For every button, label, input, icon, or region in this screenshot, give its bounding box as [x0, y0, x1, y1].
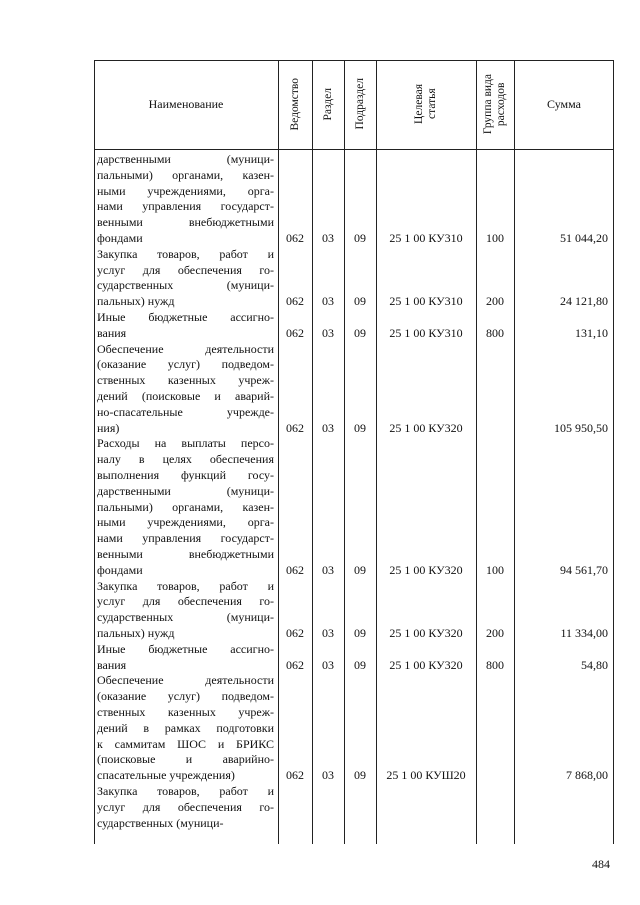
table-row: [0, 247, 640, 310]
cell-article: 25 1 00 КУ310: [389, 294, 463, 309]
cell-sum: 131,10: [575, 325, 608, 340]
row-name: [97, 152, 274, 247]
row-name-line: дарственными (муници-: [97, 483, 274, 498]
cell-sum: 7 868,00: [566, 768, 608, 783]
cell-subsection: 09: [354, 768, 366, 783]
row-name-line: Закупка товаров, работ и: [97, 246, 274, 261]
row-name-line: сударственных (муници-: [97, 610, 274, 625]
cell-subsection: 09: [354, 294, 366, 309]
row-name-line: Иные бюджетные ассигно-: [97, 641, 274, 656]
row-name-line: дений в рамках подготовки: [97, 720, 274, 735]
table-row: [0, 152, 640, 247]
cell-section: 03: [322, 420, 334, 435]
cell-sum: 51 044,20: [560, 231, 608, 245]
header-name: Наименование: [148, 96, 224, 111]
cell-dept: 062: [286, 325, 304, 340]
cell-section: 03: [322, 231, 334, 245]
row-name: [97, 642, 274, 674]
row-name: [97, 247, 274, 310]
cell-group: 100: [486, 562, 504, 577]
cell-group: 800: [486, 657, 504, 672]
row-name: [97, 784, 274, 831]
cell-sum: 54,80: [581, 657, 608, 672]
cell-subsection: 09: [354, 231, 366, 245]
table-row: [0, 310, 640, 342]
row-name-line: ными учреждениями, орга-: [97, 515, 274, 530]
row-name-line: Обеспечение деятельности: [97, 341, 274, 356]
row-name-line: фондами: [97, 230, 143, 245]
cell-dept: 062: [286, 231, 304, 245]
row-name-line: фондами: [97, 562, 143, 577]
row-name-line: к саммитам ШОС и БРИКС: [97, 736, 274, 751]
cell-article: 25 1 00 КУ310: [389, 325, 463, 340]
row-name-line: пальных) нужд: [97, 294, 175, 309]
row-name-line: Обеспечение деятельности: [97, 673, 274, 688]
header-sum: Сумма: [547, 96, 581, 111]
cell-article: 25 1 00 КУШ20: [386, 768, 466, 783]
cell-section: 03: [322, 768, 334, 783]
row-name-line: Расходы на выплаты персо-: [97, 436, 274, 451]
row-name-line: вания: [97, 325, 127, 340]
row-name-line: вания: [97, 657, 127, 672]
table-row: [0, 642, 640, 674]
row-name-line: (поисковые и аварийно-: [97, 752, 274, 767]
row-name-line: Закупка товаров, работ и: [97, 578, 274, 593]
row-name-line: венными внебюджетными: [97, 546, 274, 561]
row-name-line: услуг для обеспечения го-: [97, 262, 274, 277]
cell-section: 03: [322, 625, 334, 640]
row-name-line: Закупка товаров, работ и: [97, 784, 274, 798]
cell-section: 03: [322, 657, 334, 672]
cell-subsection: 09: [354, 325, 366, 340]
row-name-line: дарственными (муници-: [97, 152, 274, 166]
row-name-line: спасательные учреждения): [97, 768, 235, 783]
row-name-line: пальными) органами, казен-: [97, 167, 274, 182]
cell-dept: 062: [286, 625, 304, 640]
table-row: [0, 342, 640, 437]
cell-section: 03: [322, 294, 334, 309]
row-name-line: сударственных (муници-: [97, 278, 274, 293]
cell-article: 25 1 00 КУ320: [389, 625, 463, 640]
cell-dept: 062: [286, 562, 304, 577]
header-article: Целевая статья: [413, 84, 438, 124]
table-row: [0, 784, 640, 831]
cell-dept: 062: [286, 657, 304, 672]
row-name-line: сударственных (муници-: [97, 815, 224, 830]
cell-dept: 062: [286, 420, 304, 435]
table-row: [0, 673, 640, 784]
table-row: [0, 436, 640, 578]
header-section: Раздел: [321, 87, 334, 121]
header-subsection: Подраздел: [353, 78, 366, 130]
cell-subsection: 09: [354, 625, 366, 640]
cell-article: 25 1 00 КУ320: [389, 562, 463, 577]
row-name: [97, 310, 274, 342]
table-row: [0, 579, 640, 642]
row-name-line: выполнения функций госу-: [97, 467, 274, 482]
cell-subsection: 09: [354, 657, 366, 672]
cell-sum: 11 334,00: [560, 625, 608, 640]
cell-subsection: 09: [354, 562, 366, 577]
header-group: Группа вида расходов: [482, 73, 507, 135]
row-name-line: ными учреждениями, орга-: [97, 183, 274, 198]
cell-sum: 24 121,80: [560, 294, 608, 309]
row-name-line: нами управления государст-: [97, 531, 274, 546]
row-name-line: ния): [97, 420, 120, 435]
row-name-line: ственных казенных учреж-: [97, 373, 274, 388]
cell-sum: 94 561,70: [560, 562, 608, 577]
cell-subsection: 09: [354, 420, 366, 435]
cell-dept: 062: [286, 294, 304, 309]
row-name-line: услуг для обеспечения го-: [97, 594, 274, 609]
row-name: [97, 579, 274, 642]
row-name: [97, 436, 274, 578]
row-name-line: налу в целях обеспечения: [97, 452, 274, 467]
row-name-line: (оказание услуг) подведом-: [97, 689, 274, 704]
row-name-line: дений (поисковые и аварий-: [97, 388, 274, 403]
cell-section: 03: [322, 562, 334, 577]
row-name: [97, 673, 274, 784]
cell-dept: 062: [286, 768, 304, 783]
row-name-line: (оказание услуг) подведом-: [97, 357, 274, 372]
header-dept: Ведомство: [288, 77, 301, 131]
cell-section: 03: [322, 325, 334, 340]
row-name-line: пальных) нужд: [97, 625, 175, 640]
cell-group: 200: [486, 625, 504, 640]
cell-sum: 105 950,50: [554, 420, 608, 435]
cell-group: 200: [486, 294, 504, 309]
cell-article: 25 1 00 КУ320: [389, 420, 463, 435]
row-name-line: нами управления государст-: [97, 199, 274, 214]
page-number: 484: [592, 857, 610, 871]
row-name-line: ственных казенных учреж-: [97, 704, 274, 719]
cell-article: 25 1 00 КУ320: [389, 657, 463, 672]
cell-group: 800: [486, 325, 504, 340]
row-name-line: услуг для обеспечения го-: [97, 799, 274, 814]
row-name-line: но-спасательные учрежде-: [97, 404, 274, 419]
row-name-line: венными внебюджетными: [97, 215, 274, 230]
row-name-line: Иные бюджетные ассигно-: [97, 310, 274, 324]
row-name-line: пальными) органами, казен-: [97, 499, 274, 514]
cell-article: 25 1 00 КУ310: [389, 231, 463, 245]
cell-group: 100: [486, 231, 504, 245]
row-name: [97, 342, 274, 437]
